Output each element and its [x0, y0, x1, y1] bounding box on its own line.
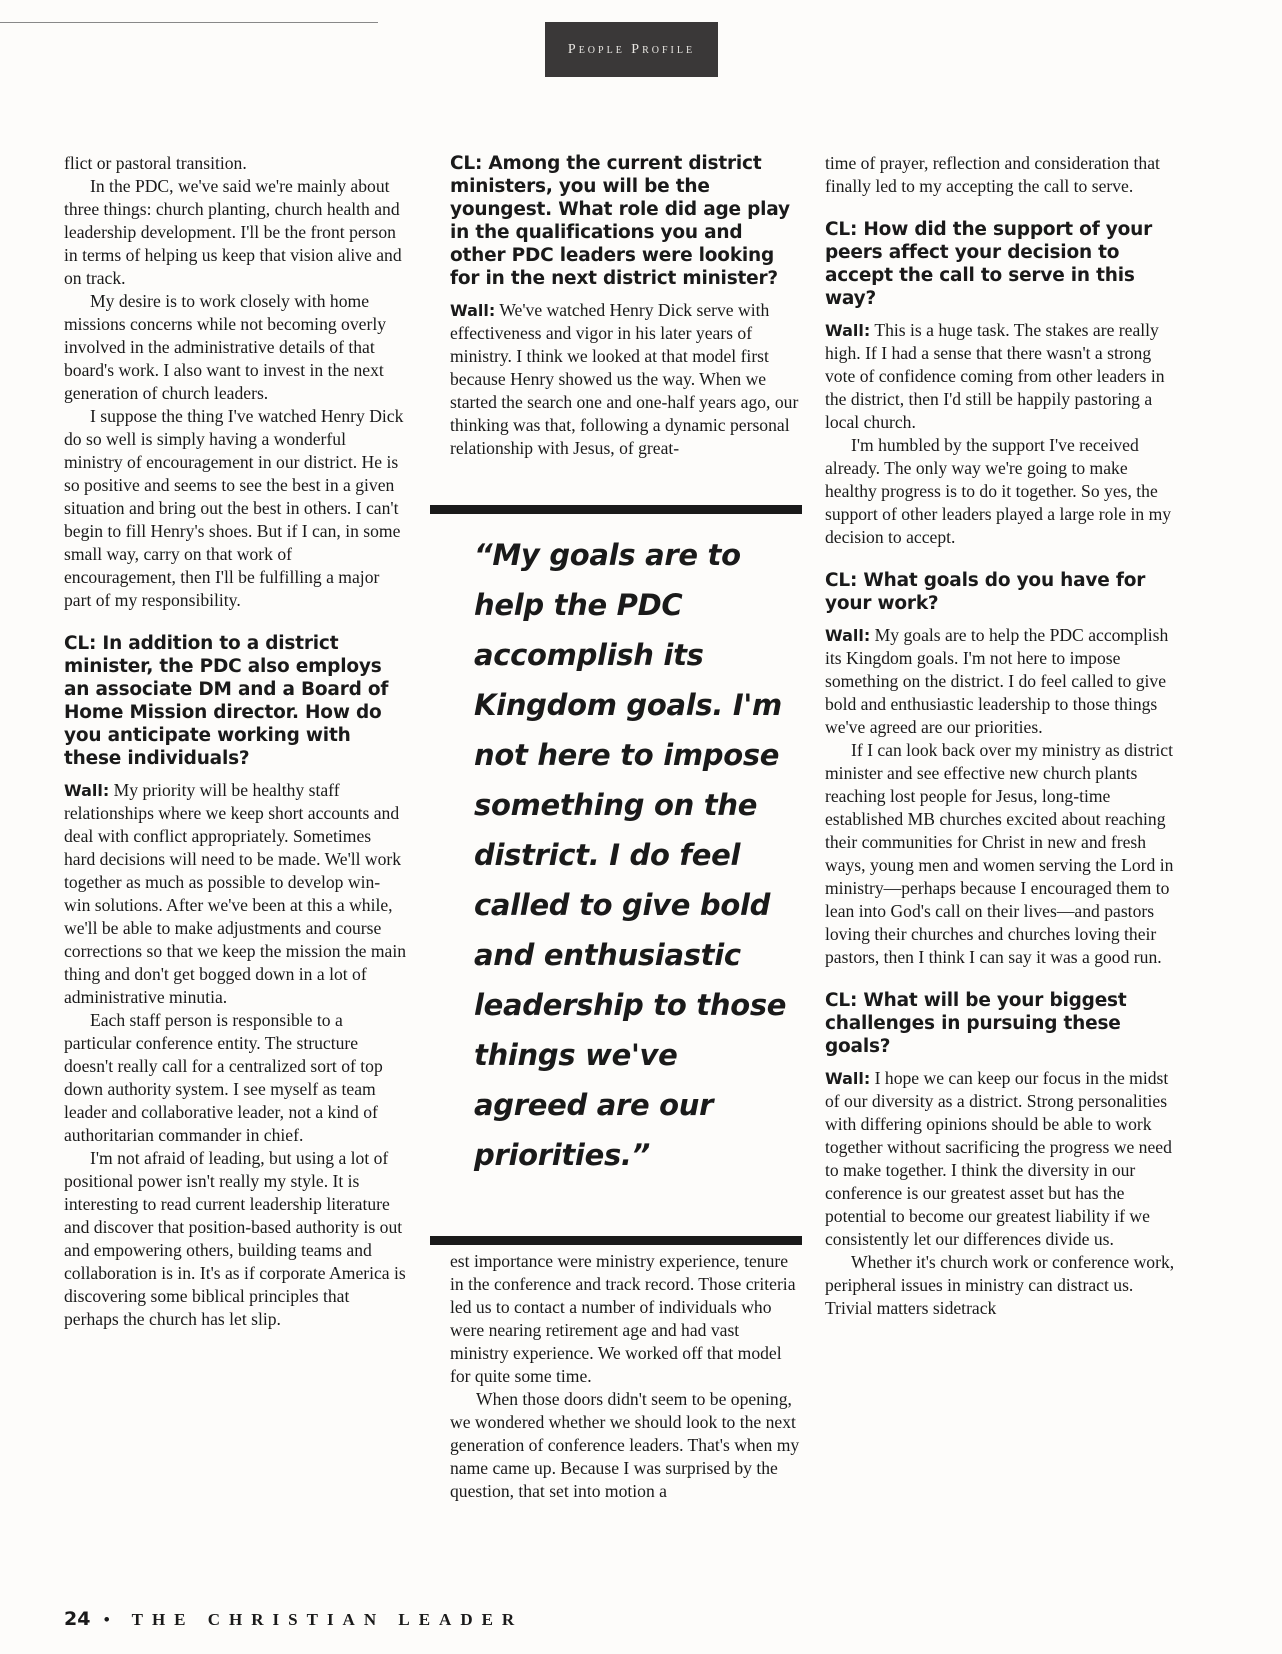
paragraph: est importance were ministry experience, tenure in the conference and track record. Those criteria led us to contact a number of individuals who were nearing retirement age and had vast ministry experience. We worked off that model for quite some time.: [450, 1251, 796, 1386]
answer-text: My goals are to help the PDC accomplish its Kingdom goals. I'm not here to impose something on the district. I do feel called to give bold and enthusiastic leadership to those things we've agreed are our priorities.: [825, 625, 1169, 737]
answer-text: My priority will be healthy staff relationships where we keep short accounts and deal with conflict appropriately. Sometimes hard decisions will need to be made. We'll work together as much as possible to develop win-win solutions. After we've been at this a while, we'll be able to make adjustments and course corrections so that we keep the mission the main thing and don't get bogged down in a lot of administrative minutia.: [64, 780, 407, 1007]
pull-quote: “My goals are to help the PDC accomplish its Kingdom goals. I'm not here to impose something on the district. I do feel called to give bold and enthusiastic leadership to those things we've agreed are our priorities.”: [474, 538, 787, 1172]
answer-text: We've watched Henry Dick serve with effectiveness and vigor in his later years of ministry. I think we looked at that model first because Henry showed us the way. When we started the search one and one-half years ago, our thinking was that, following a dynamic personal relationship with Jesus, of great-: [450, 300, 799, 458]
answer-paragraph: [825, 319, 1175, 434]
answer-text: I hope we can keep our focus in the midst of our diversity as a district. Strong personalities with differing opinions should be able to work together without sacrificing the progress we need to make together. I think the diversity in our conference is our greatest asset but has the potential to become our greatest liability if we consistently let our differences divide us.: [825, 1068, 1172, 1249]
speaker-label: Wall:: [825, 626, 871, 645]
paragraph: I'm not afraid of leading, but using a lot of positional power isn't really my style. It is interesting to read current leadership literature and discover that position-based authority is out and empowering others, building teams and collaboration is in. It's as if corporate America is discovering some biblical principles that perhaps the church has let slip.: [64, 1148, 406, 1329]
paragraph: I'm humbled by the support I've received already. The only way we're going to make healthy progress is to do it together. So yes, the support of other leaders played a large role in my decision to accept.: [825, 435, 1172, 547]
page-number: 24: [64, 1608, 91, 1630]
section-banner: People Profile: [545, 22, 718, 77]
interview-question: CL: What goals do you have for your work?: [825, 570, 1146, 614]
paragraph: If I can look back over my ministry as district minister and see effective new church plants reaching lost people for Jesus, long-time established MB churches excited about reaching their communities for Christ in new and fresh ways, young men and women serving the Lord in ministry—perhaps because I encouraged them to lean into God's call on their lives—and pastors loving their churches and churches loving their pastors, then I think I can say it was a good run.: [825, 740, 1174, 967]
speaker-label: Wall:: [64, 781, 110, 800]
answer-paragraph: [450, 299, 802, 460]
paragraph: Whether it's church work or conference work, peripheral issues in ministry can distract us. Trivial matters sidetrack: [825, 1252, 1175, 1318]
publication-name: THE CHRISTIAN LEADER: [131, 1610, 524, 1629]
paragraph: flict or pastoral transition.: [64, 153, 247, 173]
paragraph: When those doors didn't seem to be opening, we wondered whether we should look to the next generation of conference leaders. That's when my name came up. Because I was surprised by the question, that set into motion a: [450, 1389, 800, 1501]
answer-paragraph: [64, 779, 406, 1009]
page-footer: [64, 1608, 523, 1630]
answer-paragraph: [825, 1067, 1175, 1251]
paragraph: Each staff person is responsible to a particular conference entity. The structure doesn't really call for a centralized sort of top down authority system. I see myself as team leader and collaborative leader, not a kind of authoritarian commander in chief.: [64, 1010, 383, 1145]
speaker-label: Wall:: [825, 1069, 871, 1088]
answer-paragraph: [825, 624, 1175, 739]
top-rule: [0, 22, 378, 23]
answer-text: This is a huge task. The stakes are really high. If I had a sense that there wasn't a strong vote of confidence coming from other leaders in the district, then I'd still be happily pastoring a local church.: [825, 320, 1165, 432]
speaker-label: Wall:: [825, 321, 871, 340]
interview-question: CL: How did the support of your peers affect your decision to accept the call to serve in this way?: [825, 219, 1153, 309]
pull-quote-box: [430, 505, 802, 1245]
paragraph: My desire is to work closely with home missions concerns while not becoming overly involved in the administrative details of that board's work. I also want to invest in the next generation of church leaders.: [64, 291, 387, 403]
interview-question: CL: In addition to a district minister, the PDC also employs an associate DM and a Board of Home Mission director. How do you anticipate working with these individuals?: [64, 633, 389, 769]
column-1: [64, 152, 406, 1331]
paragraph: I suppose the thing I've watched Henry Dick do so well is simply having a wonderful ministry of encouragement in our district. He is so positive and seems to see the best in a given situation and bring out the best in others. I can't begin to fill Henry's shoes. But if I can, in some small way, carry on that work of encouragement, then I'll be fulfilling a major part of my responsibility.: [64, 406, 404, 610]
speaker-label: Wall:: [450, 301, 496, 320]
paragraph: time of prayer, reflection and consideration that finally led to my accepting the call to serve.: [825, 153, 1160, 196]
interview-question: CL: What will be your biggest challenges in pursuing these goals?: [825, 990, 1127, 1057]
column-2-top: [450, 152, 802, 460]
footer-separator: •: [103, 1610, 119, 1629]
paragraph: In the PDC, we've said we're mainly about three things: church planting, church health and leadership development. I'll be the front person in terms of helping us keep that vision alive and on track.: [64, 176, 402, 288]
column-3: [825, 152, 1175, 1320]
interview-question: CL: Among the current district ministers, you will be the youngest. What role did age play in the qualifications you and other PDC leaders were looking for in the next district minister?: [450, 153, 790, 289]
column-2-bottom: [450, 1250, 802, 1503]
